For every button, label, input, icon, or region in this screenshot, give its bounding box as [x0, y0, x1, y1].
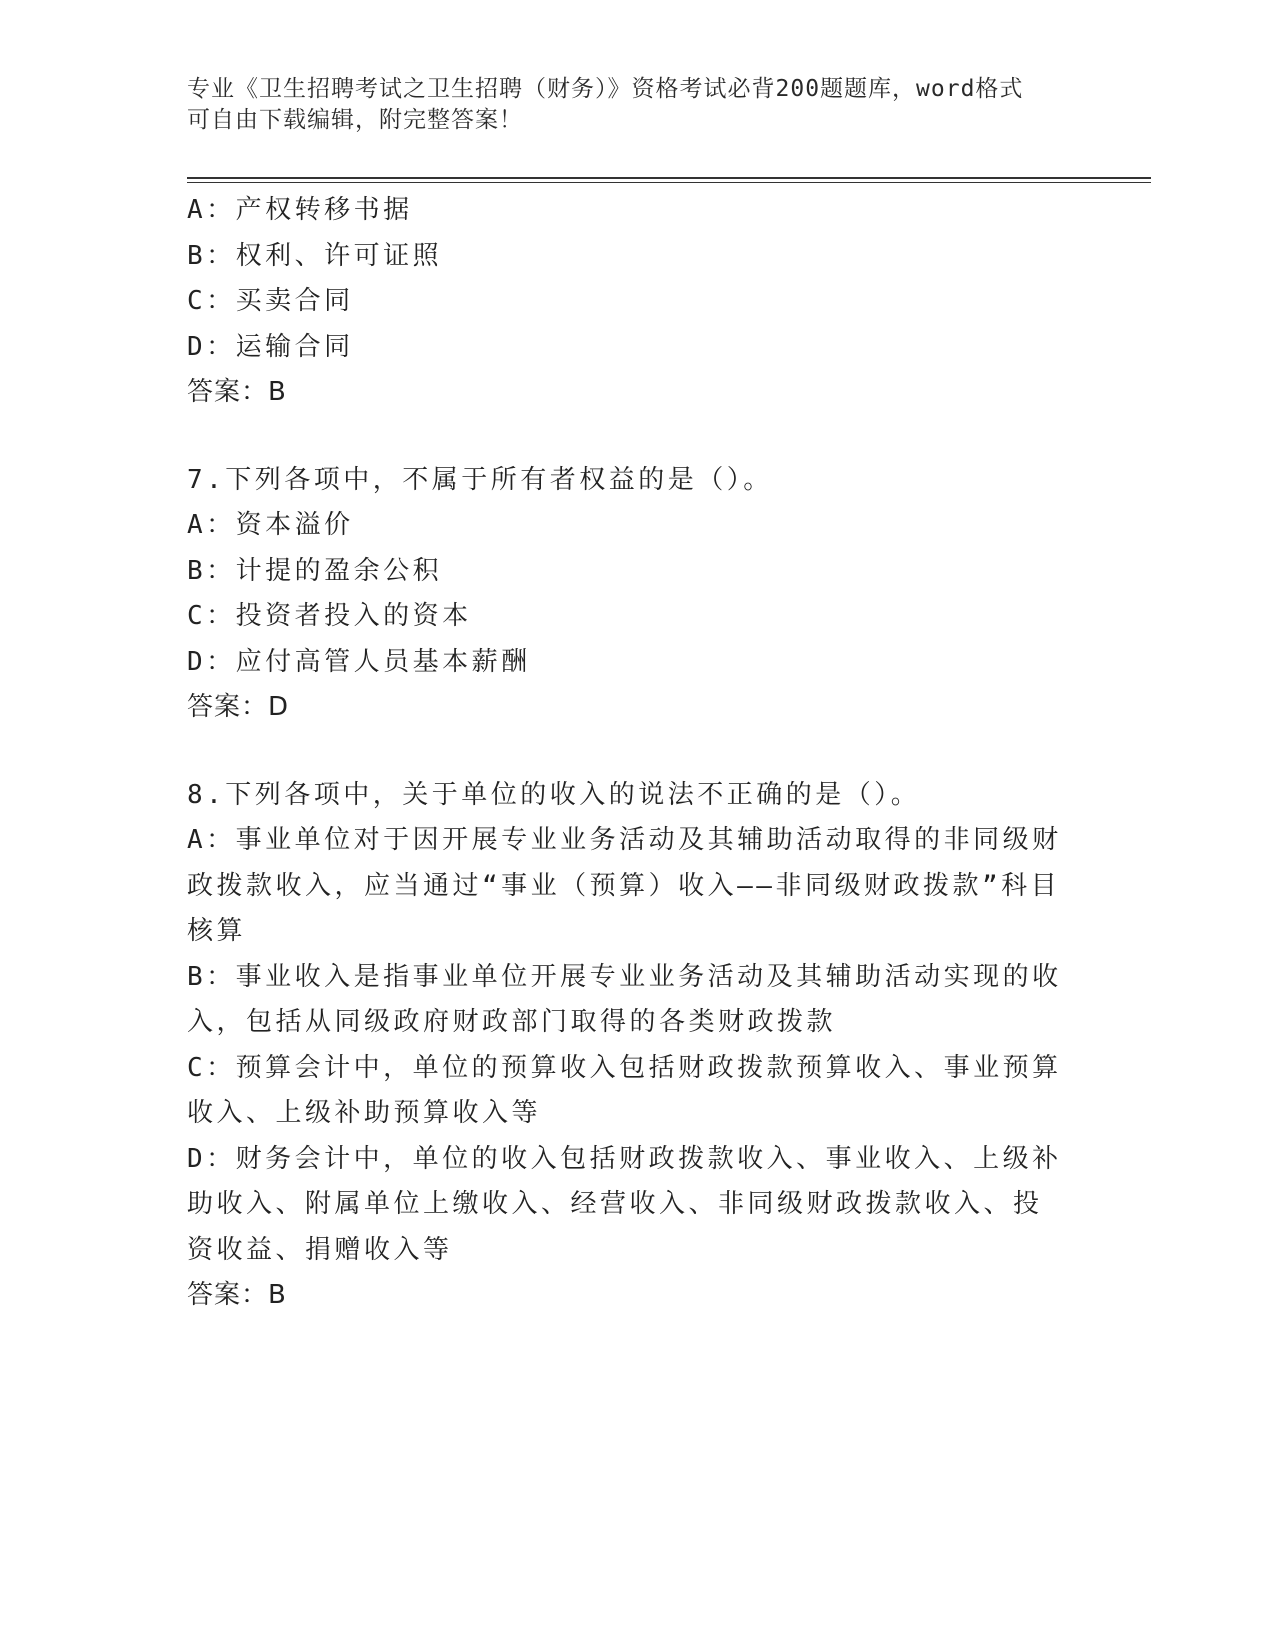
option-a: A：事业单位对于因开展专业业务活动及其辅助活动取得的非同级财政拨款收入，应当通过“事业（预算）收入——非同级财政拨款”科目核算 [187, 825, 1062, 946]
header-rule-thin [187, 182, 1151, 183]
option-d: D：财务会计中，单位的收入包括财政拨款收入、事业收入、上级补助收入、附属单位上缴收入、经营收入、非同级财政拨款收入、投资收益、捐赠收入等 [187, 1143, 1062, 1265]
header-line-2: 可自由下载编辑，附完整答案！ [187, 107, 523, 133]
option-b: B：计提的盈余公积 [187, 555, 443, 586]
header-rule-thick [187, 177, 1151, 179]
option-a: A：资本溢价 [187, 510, 354, 540]
answer-line: 答案：B [187, 1280, 287, 1310]
answer-line: 答案：D [187, 692, 290, 722]
option-c: C：预算会计中，单位的预算收入包括财政拨款预算收入、事业预算收入、上级补助预算收入等 [187, 1052, 1062, 1128]
question-text: 7.下列各项中，不属于所有者权益的是（）。 [187, 464, 773, 495]
question-text: 8.下列各项中，关于单位的收入的说法不正确的是（）。 [187, 779, 921, 810]
question-block-6 [187, 188, 1087, 416]
question-block-7 [187, 458, 1087, 731]
option-c: C：买卖合同 [187, 286, 354, 316]
option-c: C：投资者投入的资本 [187, 601, 472, 631]
option-d: D：应付高管人员基本薪酬 [187, 646, 531, 677]
question-block-8 [187, 773, 1067, 1319]
option-d: D：运输合同 [187, 331, 354, 362]
document-body [187, 188, 1087, 1319]
document-header [187, 74, 1067, 136]
header-line-1: 专业《卫生招聘考试之卫生招聘（财务）》资格考试必背200题题库，word格式 [187, 76, 1024, 102]
option-a: A：产权转移书据 [187, 195, 413, 225]
answer-line: 答案：B [187, 377, 287, 407]
option-b: B：事业收入是指事业单位开展专业业务活动及其辅助活动实现的收入，包括从同级政府财政部门取得的各类财政拨款 [187, 961, 1062, 1037]
option-b: B：权利、许可证照 [187, 240, 443, 271]
